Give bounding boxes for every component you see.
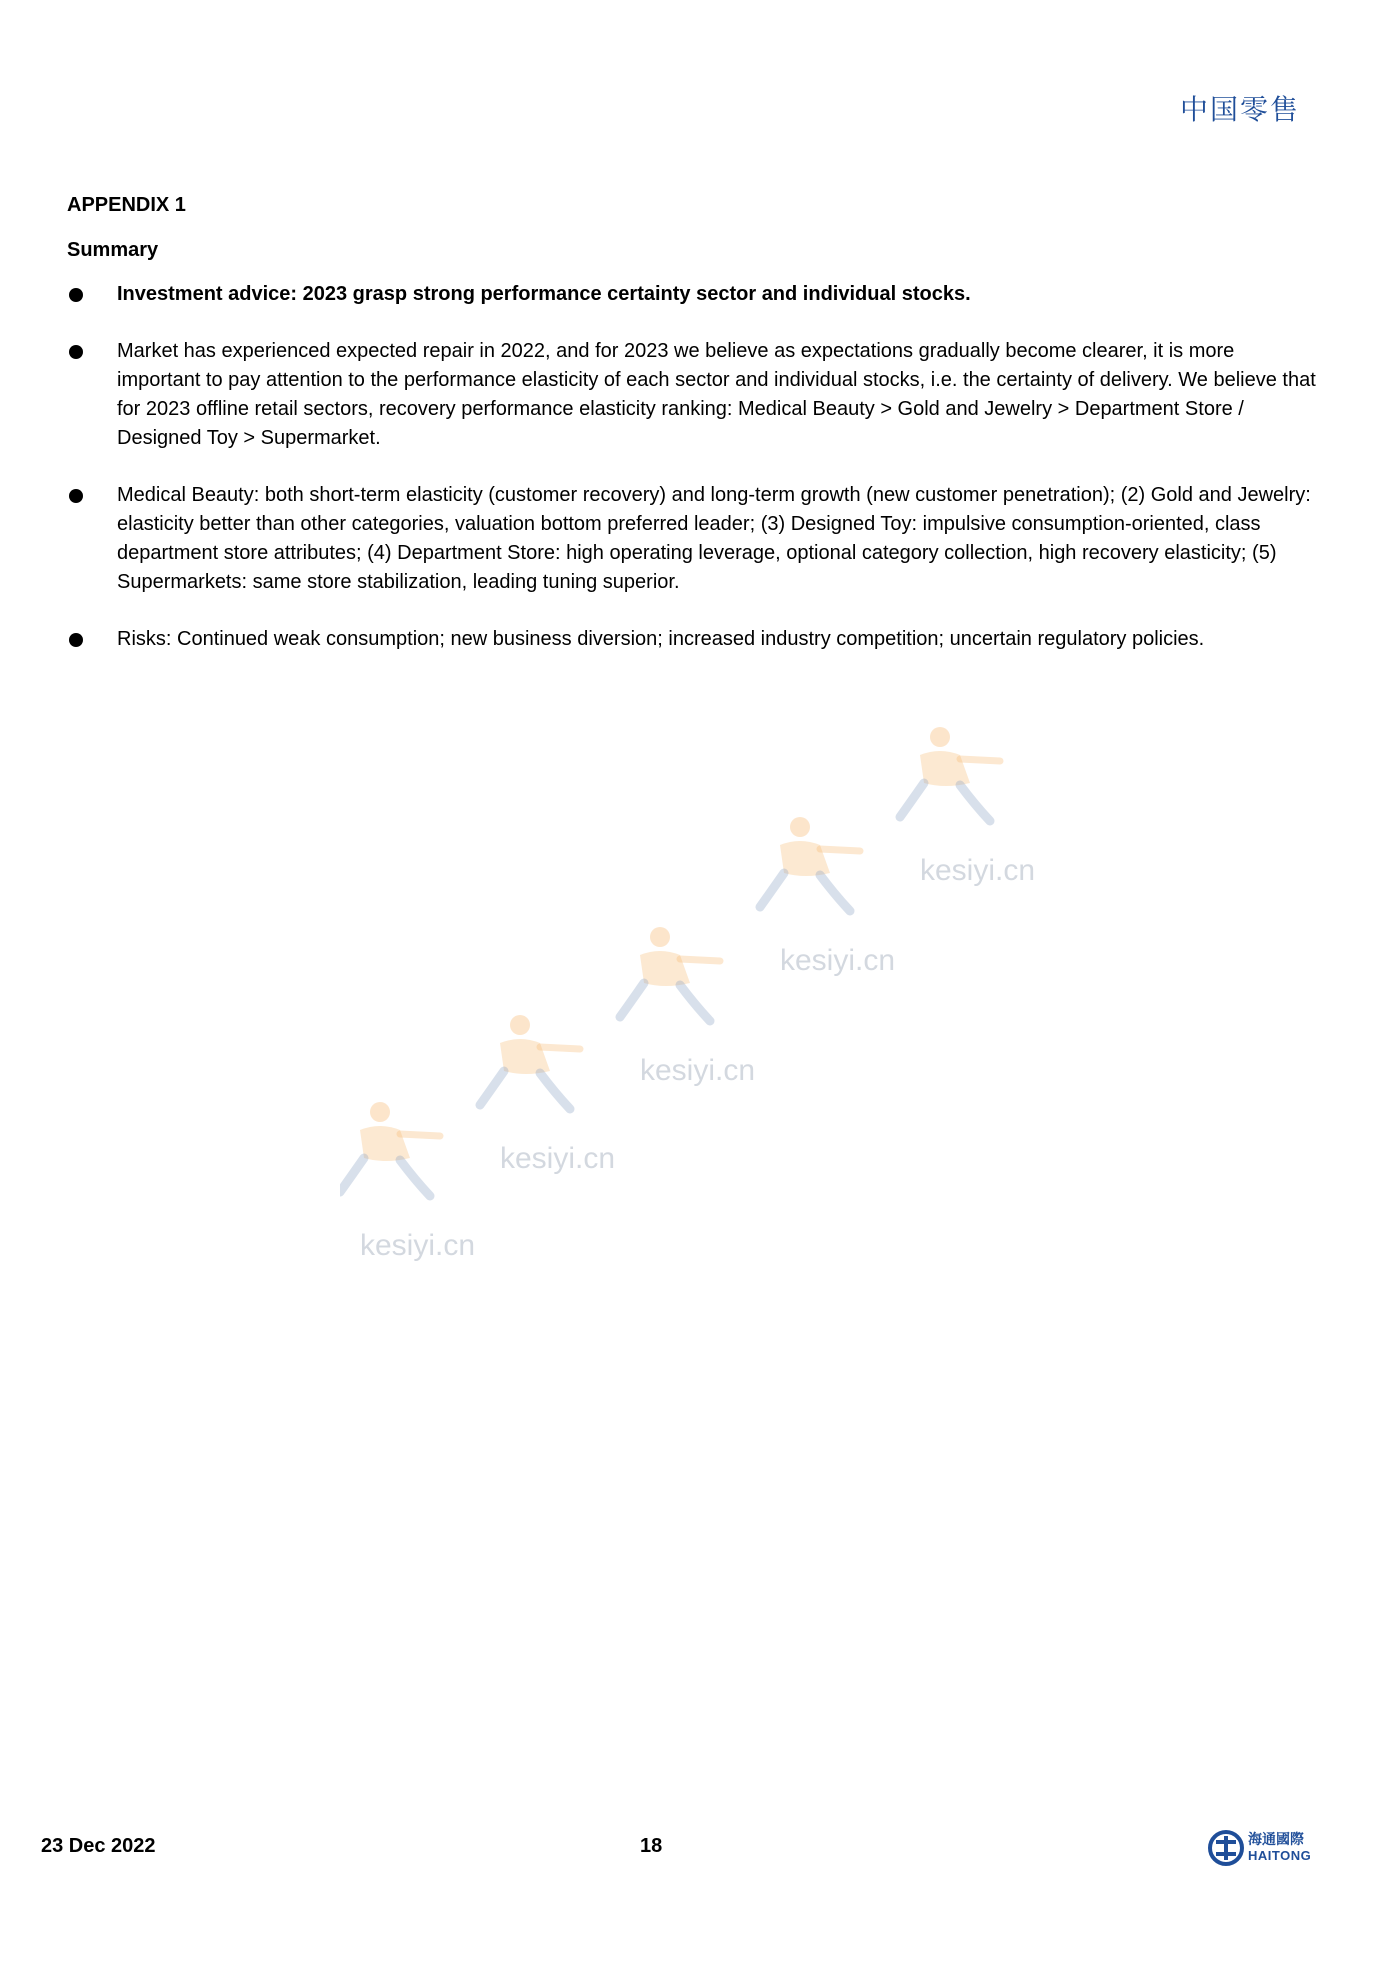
bullet-investment-advice — [67, 280, 1317, 309]
bullet-text: Investment advice: 2023 grasp strong performance certainty sector and individual stocks. — [117, 283, 971, 305]
watermark-text-5: kesiyi.cn — [920, 854, 1036, 887]
watermark-figure-4 — [760, 817, 860, 911]
bullet-sector-views — [67, 481, 1317, 597]
bullet-market-outlook — [67, 337, 1317, 453]
bullet-dot-icon — [69, 633, 83, 647]
watermark — [340, 715, 1080, 1275]
watermark-text-4: kesiyi.cn — [780, 944, 896, 977]
watermark-figure-3 — [620, 927, 720, 1021]
bullet-dot-icon — [69, 489, 83, 503]
haitong-logo-icon — [1208, 1830, 1244, 1866]
logo-text — [1248, 1833, 1311, 1863]
watermark-text-3: kesiyi.cn — [640, 1054, 756, 1087]
appendix-heading: APPENDIX 1 — [67, 194, 186, 216]
summary-heading: Summary — [67, 239, 159, 261]
watermark-figure-2 — [480, 1015, 580, 1109]
summary-bullet-list — [67, 280, 1317, 682]
watermark-figure-1 — [340, 1102, 440, 1196]
bullet-dot-icon — [69, 288, 83, 302]
bullet-dot-icon — [69, 345, 83, 359]
header-title: 中国零售 — [1179, 93, 1300, 126]
watermark-text-2: kesiyi.cn — [500, 1142, 616, 1175]
footer-date: 23 Dec 2022 — [41, 1835, 156, 1857]
bullet-risks — [67, 625, 1317, 654]
bullet-text: Risks: Continued weak consumption; new business diversion; increased industry competition; uncertain regulatory policies. — [117, 628, 1205, 650]
haitong-logo — [1208, 1830, 1311, 1866]
watermark-figure-5 — [900, 727, 1000, 821]
page-number: 18 — [640, 1835, 663, 1857]
logo-text-en: HAITONG — [1248, 1848, 1312, 1863]
logo-text-cn: 海通國際 — [1248, 1832, 1304, 1848]
bullet-text: Medical Beauty: both short-term elasticity (customer recovery) and long-term growth (new customer penetration); (2) Gold and Jewelry: elasticity better than other categories, valuation bottom preferred leader; (3) Designed Toy: impulsive consumption-oriented, class department store attributes; (4) Department Store: high operating leverage, optional category collection, high recovery elasticity; (5) Supermarkets: same store stabilization, leading tuning superior. — [117, 484, 1311, 593]
watermark-text-1: kesiyi.cn — [360, 1229, 476, 1262]
bullet-text: Market has experienced expected repair in 2022, and for 2023 we believe as expectations gradually become clearer, it is more important to pay attention to the performance elasticity of each sector and individual stocks, i.e. the certainty of delivery. We believe that for 2023 offline retail sectors, recovery performance elasticity ranking: Medical Beauty > Gold and Jewelry > Department Store / Designed Toy > Supermarket. — [117, 340, 1316, 449]
